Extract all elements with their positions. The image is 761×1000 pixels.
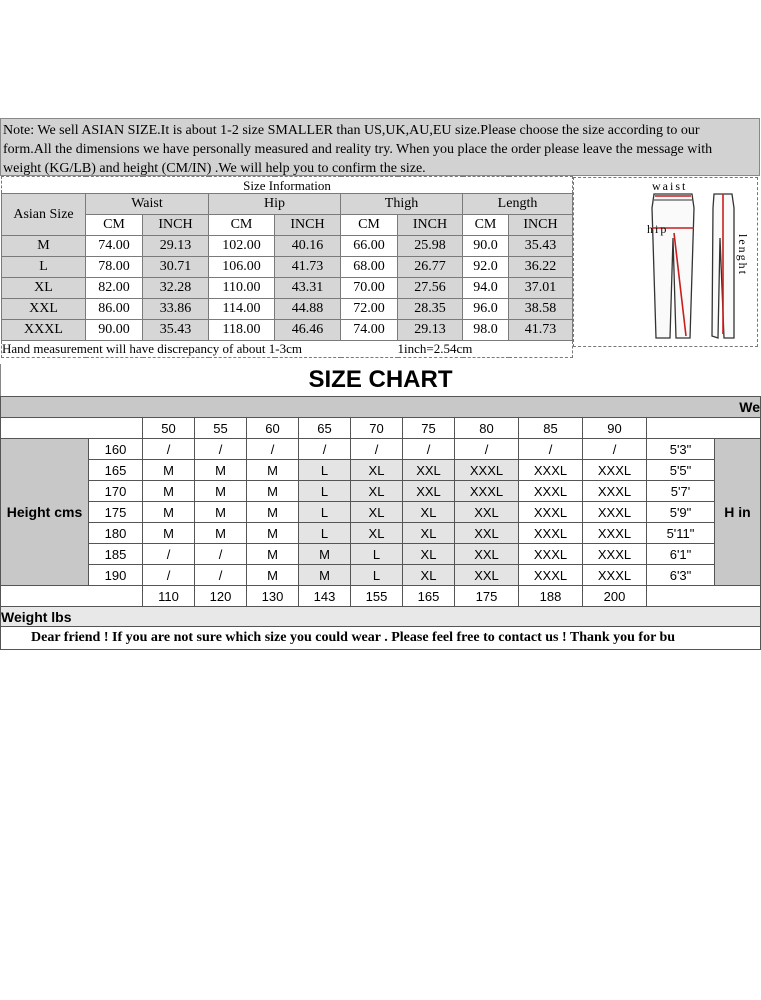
size-cell: XXXL: [583, 502, 647, 523]
height-ft-cell: 5'9": [647, 502, 715, 523]
height-cm-cell: 180: [89, 523, 143, 544]
measurement-cell: 37.01: [509, 278, 573, 299]
height-row: [1, 565, 761, 586]
height-cm-cell: 170: [89, 481, 143, 502]
weight-kg-cell: 80: [455, 418, 519, 439]
weight-lbs-cell: 200: [583, 586, 647, 607]
size-information-row: [2, 299, 573, 320]
measurement-cell: 29.13: [398, 320, 463, 341]
height-in-label: H in: [715, 439, 761, 586]
height-row: [1, 523, 761, 544]
size-information-row: [2, 278, 573, 299]
measurement-footnote: Hand measurement will have discrepancy of about 1-3cm: [2, 341, 398, 358]
weight-kg-cell: 90: [583, 418, 647, 439]
corner-cell: [1, 586, 143, 607]
blank-cell: [647, 586, 761, 607]
height-ft-cell: 5'5": [647, 460, 715, 481]
size-cell: /: [143, 439, 195, 460]
measurement-cell: 41.73: [509, 320, 573, 341]
height-ft-cell: 5'7': [647, 481, 715, 502]
unit-cm: CM: [341, 215, 398, 236]
height-cm-cell: 185: [89, 544, 143, 565]
size-cell: XXL: [455, 544, 519, 565]
note-line: Note: We sell ASIAN SIZE.It is about 1-2 size SMALLER than US,UK,AU,EU size.Please choose the size according to our: [3, 123, 700, 138]
note-line: weight (KG/LB) and height (CM/IN) .We will help you to confirm the size.: [3, 161, 426, 176]
measurement-cell: 90.00: [86, 320, 143, 341]
height-cms-label: Height cms: [1, 439, 89, 586]
size-cell: XXXL: [519, 544, 583, 565]
inch-conversion: 1inch=2.54cm: [398, 341, 573, 358]
waist-label: waist: [652, 179, 688, 193]
weight-kg-cell: 65: [299, 418, 351, 439]
hip-header: Hip: [209, 194, 341, 215]
height-row: [1, 544, 761, 565]
size-cell: XL: [351, 460, 403, 481]
size-cell: XXXL: [519, 460, 583, 481]
size-cell: /: [583, 439, 647, 460]
size-cell: M: [195, 502, 247, 523]
size-chart-title: SIZE CHART: [0, 364, 760, 396]
size-cell: /: [403, 439, 455, 460]
weight-lbs-cell: 155: [351, 586, 403, 607]
measurement-cell: 110.00: [209, 278, 275, 299]
size-label: XL: [2, 278, 86, 299]
size-cell: L: [351, 544, 403, 565]
unit-inch: INCH: [143, 215, 209, 236]
unit-cm: CM: [463, 215, 509, 236]
size-cell: L: [351, 565, 403, 586]
measurement-cell: 29.13: [143, 236, 209, 257]
size-cell: /: [143, 544, 195, 565]
height-row: [1, 502, 761, 523]
measurement-cell: 82.00: [86, 278, 143, 299]
size-cell: XL: [403, 565, 455, 586]
size-cell: /: [351, 439, 403, 460]
size-cell: XXL: [403, 481, 455, 502]
size-label: L: [2, 257, 86, 278]
measurement-cell: 98.0: [463, 320, 509, 341]
size-cell: M: [195, 460, 247, 481]
length-header: Length: [463, 194, 573, 215]
measurement-cell: 118.00: [209, 320, 275, 341]
weight-lbs-cell: 143: [299, 586, 351, 607]
measurement-cell: 35.43: [509, 236, 573, 257]
weight-lbs-cell: 188: [519, 586, 583, 607]
size-chart-table: [0, 396, 761, 650]
weight-kg-cell: 60: [247, 418, 299, 439]
weight-kg-cell: 55: [195, 418, 247, 439]
size-label: XXL: [2, 299, 86, 320]
height-ft-cell: 6'1": [647, 544, 715, 565]
size-cell: XXL: [455, 523, 519, 544]
measurement-cell: 35.43: [143, 320, 209, 341]
height-row: [1, 439, 761, 460]
measurement-cell: 30.71: [143, 257, 209, 278]
size-cell: /: [519, 439, 583, 460]
size-cell: XXXL: [519, 523, 583, 544]
measurement-cell: 26.77: [398, 257, 463, 278]
measurement-cell: 46.46: [275, 320, 341, 341]
waist-header: Waist: [86, 194, 209, 215]
size-cell: M: [195, 481, 247, 502]
measurement-cell: 44.88: [275, 299, 341, 320]
size-information-row: [2, 320, 573, 341]
height-ft-cell: 5'3": [647, 439, 715, 460]
measurement-cell: 38.58: [509, 299, 573, 320]
size-cell: M: [247, 544, 299, 565]
weight-header: We: [1, 397, 761, 418]
size-cell: /: [195, 439, 247, 460]
front-pants-outline: [652, 194, 694, 338]
size-cell: M: [143, 460, 195, 481]
measurement-cell: 66.00: [341, 236, 398, 257]
size-cell: XXXL: [583, 565, 647, 586]
measurement-cell: 114.00: [209, 299, 275, 320]
size-cell: /: [299, 439, 351, 460]
size-cell: L: [299, 460, 351, 481]
unit-inch: INCH: [398, 215, 463, 236]
size-cell: L: [299, 481, 351, 502]
asian-size-header: Asian Size: [2, 194, 86, 236]
thigh-header: Thigh: [341, 194, 463, 215]
size-cell: M: [143, 502, 195, 523]
size-cell: XXL: [403, 460, 455, 481]
weight-lbs-label: Weight lbs: [1, 607, 761, 627]
size-cell: XXXL: [583, 523, 647, 544]
measurement-cell: 74.00: [86, 236, 143, 257]
measurement-cell: 72.00: [341, 299, 398, 320]
measurement-cell: 102.00: [209, 236, 275, 257]
size-label: M: [2, 236, 86, 257]
size-cell: XL: [403, 502, 455, 523]
pants-diagram-svg: [574, 178, 759, 348]
measurement-cell: 68.00: [341, 257, 398, 278]
weight-kg-cell: 50: [143, 418, 195, 439]
weight-kg-cell: 75: [403, 418, 455, 439]
size-cell: M: [143, 481, 195, 502]
measurement-cell: 28.35: [398, 299, 463, 320]
size-cell: M: [247, 502, 299, 523]
weight-lbs-cell: 165: [403, 586, 455, 607]
measurement-cell: 78.00: [86, 257, 143, 278]
size-cell: /: [195, 565, 247, 586]
measurement-cell: 86.00: [86, 299, 143, 320]
size-sheet: [0, 118, 761, 645]
height-ft-cell: 5'11": [647, 523, 715, 544]
note-line: form.All the dimensions we have personally measured and reality try. When you place the order please leave the message with: [3, 142, 713, 157]
measurement-cell: 94.0: [463, 278, 509, 299]
height-row: [1, 460, 761, 481]
size-cell: XXXL: [519, 481, 583, 502]
blank-cell: [647, 418, 761, 439]
pants-measurement-diagram: [573, 177, 758, 347]
size-label: XXXL: [2, 320, 86, 341]
weight-lbs-cell: 110: [143, 586, 195, 607]
corner-cell: [1, 418, 143, 439]
size-note: [0, 118, 760, 176]
weight-kg-cell: 85: [519, 418, 583, 439]
size-cell: XXXL: [519, 565, 583, 586]
unit-inch: INCH: [509, 215, 573, 236]
size-cell: M: [143, 523, 195, 544]
size-cell: XXXL: [583, 544, 647, 565]
height-cm-cell: 175: [89, 502, 143, 523]
measurement-cell: 36.22: [509, 257, 573, 278]
size-cell: XL: [351, 502, 403, 523]
size-cell: XL: [351, 523, 403, 544]
height-row: [1, 481, 761, 502]
weight-kg-cell: 70: [351, 418, 403, 439]
measurement-cell: 32.28: [143, 278, 209, 299]
height-cm-cell: 165: [89, 460, 143, 481]
size-information: [0, 176, 750, 360]
size-cell: XXXL: [583, 481, 647, 502]
size-cell: M: [195, 523, 247, 544]
unit-cm: CM: [209, 215, 275, 236]
size-information-table: [1, 176, 573, 358]
height-ft-cell: 6'3": [647, 565, 715, 586]
size-cell: /: [247, 439, 299, 460]
size-cell: XXXL: [519, 502, 583, 523]
measurement-cell: 41.73: [275, 257, 341, 278]
size-cell: XXL: [455, 502, 519, 523]
weight-lbs-cell: 175: [455, 586, 519, 607]
size-information-row: [2, 257, 573, 278]
size-cell: M: [247, 565, 299, 586]
unit-cm: CM: [86, 215, 143, 236]
measurement-cell: 106.00: [209, 257, 275, 278]
size-cell: L: [299, 523, 351, 544]
weight-lbs-cell: 130: [247, 586, 299, 607]
size-cell: M: [247, 460, 299, 481]
size-information-row: [2, 236, 573, 257]
size-cell: /: [195, 544, 247, 565]
measurement-cell: 92.0: [463, 257, 509, 278]
measurement-cell: 40.16: [275, 236, 341, 257]
measurement-cell: 90.0: [463, 236, 509, 257]
measurement-cell: 25.98: [398, 236, 463, 257]
size-cell: XXL: [455, 565, 519, 586]
size-cell: M: [299, 544, 351, 565]
size-cell: M: [247, 523, 299, 544]
size-cell: XL: [403, 544, 455, 565]
measurement-cell: 74.00: [341, 320, 398, 341]
size-chart: [0, 364, 760, 650]
size-cell: XXXL: [583, 460, 647, 481]
measurement-cell: 70.00: [341, 278, 398, 299]
length-label: lenght: [736, 234, 750, 276]
weight-lbs-cell: 120: [195, 586, 247, 607]
size-cell: XL: [403, 523, 455, 544]
unit-inch: INCH: [275, 215, 341, 236]
height-cm-cell: 190: [89, 565, 143, 586]
size-cell: M: [299, 565, 351, 586]
size-cell: /: [455, 439, 519, 460]
size-cell: M: [247, 481, 299, 502]
size-cell: /: [143, 565, 195, 586]
measurement-cell: 43.31: [275, 278, 341, 299]
measurement-cell: 27.56: [398, 278, 463, 299]
size-cell: XL: [351, 481, 403, 502]
size-cell: XXXL: [455, 460, 519, 481]
contact-message: Dear friend ! If you are not sure which size you could wear . Please feel free to contact us ! Thank you for bu: [1, 627, 761, 650]
size-cell: XXXL: [455, 481, 519, 502]
measurement-cell: 96.0: [463, 299, 509, 320]
measurement-cell: 33.86: [143, 299, 209, 320]
hip-label: hip: [647, 222, 669, 236]
size-cell: L: [299, 502, 351, 523]
height-cm-cell: 160: [89, 439, 143, 460]
size-information-caption: Size Information: [2, 177, 573, 194]
